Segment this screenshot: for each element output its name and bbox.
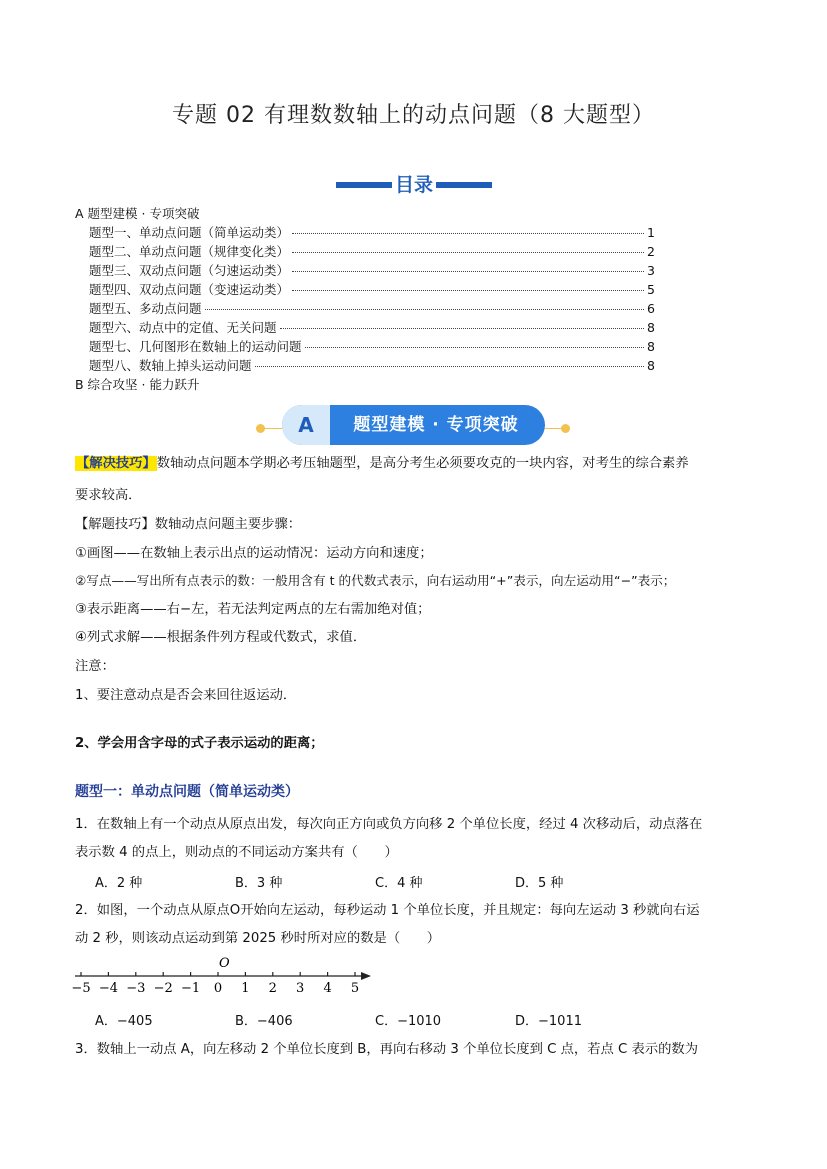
number-line-tick-label: −2 <box>153 981 173 996</box>
q2-option-d[interactable]: D．−1011 <box>515 1014 582 1029</box>
toc-item[interactable]: 题型四、双动点问题（变速运动类） 5 <box>89 282 655 297</box>
number-line-tick-label: 3 <box>296 981 305 996</box>
toc-item[interactable]: 题型八、数轴上掉头运动问题 8 <box>89 358 655 373</box>
banner-letter: A <box>282 405 330 445</box>
tip-label: 【解决技巧】 <box>76 456 156 471</box>
toc-bar-left <box>336 182 392 188</box>
toc-section-a[interactable]: A 题型建模 · 专项突破 <box>75 206 200 221</box>
banner-dot-right <box>561 424 570 433</box>
q3-line1: 3．数轴上一动点 A，向左移动 2 个单位长度到 B，再向右移动 3 个单位长度到 C 点，若点 C 表示的数为 <box>75 1042 699 1057</box>
step-3: ③表示距离——右−左，若无法判定两点的左右需加绝对值； <box>75 602 431 617</box>
note-title: 注意： <box>75 659 115 674</box>
q1-option-b[interactable]: B．3 种 <box>235 876 283 891</box>
q1-line2: 表示数 4 的点上，则动点的不同运动方案共有（ ） <box>75 845 398 860</box>
tip-paragraph: 【解决技巧】数轴动点问题本学期必考压轴题型，是高分考生必须要攻克的一块内容，对考生的综合素养 <box>76 456 689 471</box>
q1-options <box>95 872 655 891</box>
step-1: ①画图——在数轴上表示出点的运动情况：运动方向和速度； <box>75 546 433 561</box>
step-2: ②写点——写出所有点表示的数：一般用含有 t 的代数式表示，向右运动用“+”表示，向左运动用“−”表示； <box>75 573 676 588</box>
q2-option-b[interactable]: B．−406 <box>235 1014 293 1029</box>
steps-title: 【解题技巧】数轴动点问题主要步骤： <box>75 517 302 532</box>
toc-title: 目录 <box>394 174 433 196</box>
toc-item[interactable]: 题型七、几何图形在数轴上的运动问题 8 <box>89 339 655 354</box>
number-line-tick-label: −3 <box>126 981 146 996</box>
type1-heading: 题型一：单动点问题（简单运动类） <box>75 784 299 800</box>
note-2: 2、学会用含字母的式子表示运动的距离； <box>75 736 324 751</box>
toc-item[interactable]: 题型六、动点中的定值、无关问题 8 <box>89 320 655 335</box>
number-line-tick-label: 5 <box>350 981 360 996</box>
q1-option-c[interactable]: C．4 种 <box>375 876 423 891</box>
toc-item[interactable]: 题型三、双动点问题（匀速运动类） 3 <box>89 263 655 278</box>
number-line-tick-label: −1 <box>181 981 201 996</box>
number-line-figure <box>71 952 375 996</box>
q1-option-d[interactable]: D．5 种 <box>515 876 564 891</box>
banner-line-left <box>262 428 282 429</box>
q2-option-a[interactable]: A．−405 <box>95 1014 153 1029</box>
number-line-tick-label: −4 <box>98 981 118 996</box>
number-line-tick-label: −5 <box>71 981 91 996</box>
number-line-arrow-icon <box>361 972 371 980</box>
q2-option-c[interactable]: C．−1010 <box>375 1014 442 1029</box>
number-line-tick-label: 2 <box>268 981 277 996</box>
q2-options <box>95 1010 655 1029</box>
q1-option-a[interactable]: A．2 种 <box>95 876 143 891</box>
step-4: ④列式求解——根据条件列方程或代数式，求值． <box>75 630 367 645</box>
toc-item[interactable]: 题型二、单动点问题（规律变化类） 2 <box>89 244 655 259</box>
banner-dot-left <box>256 424 265 433</box>
q2-line1: 2．如图，一个动点从原点O开始向左运动，每秒运动 1 个单位长度，并且规定：每向左运动 3 秒就向右运 <box>75 903 700 918</box>
note-1: 1、要注意动点是否会来回往返运动． <box>75 688 297 703</box>
toc-item[interactable]: 题型五、多动点问题 6 <box>89 301 655 316</box>
toc-bar-right <box>436 182 492 188</box>
number-line-tick-label: 4 <box>323 981 332 996</box>
banner-text: 题型建模 · 专项突破 <box>353 415 519 435</box>
toc-item[interactable]: 题型一、单动点问题（简单运动类） 1 <box>89 225 655 240</box>
q1-line1: 1．在数轴上有一个动点从原点出发，每次向正方向或负方向移 2 个单位长度，经过 4 次移动后，动点落在 <box>75 817 703 832</box>
table-of-contents <box>75 204 655 394</box>
origin-label: O <box>219 956 230 971</box>
page-title: 专题 02 有理数数轴上的动点问题（8 大题型） <box>172 103 655 128</box>
q2-line2: 动 2 秒，则该动点运动到第 2025 秒时所对应的数是（ ） <box>75 931 441 946</box>
toc-section-b[interactable]: B 综合攻坚 · 能力跃升 <box>75 377 200 392</box>
tip-paragraph-2: 要求较高． <box>75 488 142 503</box>
number-line-tick-label: 1 <box>241 981 250 996</box>
number-line-tick-label: 0 <box>213 981 223 996</box>
